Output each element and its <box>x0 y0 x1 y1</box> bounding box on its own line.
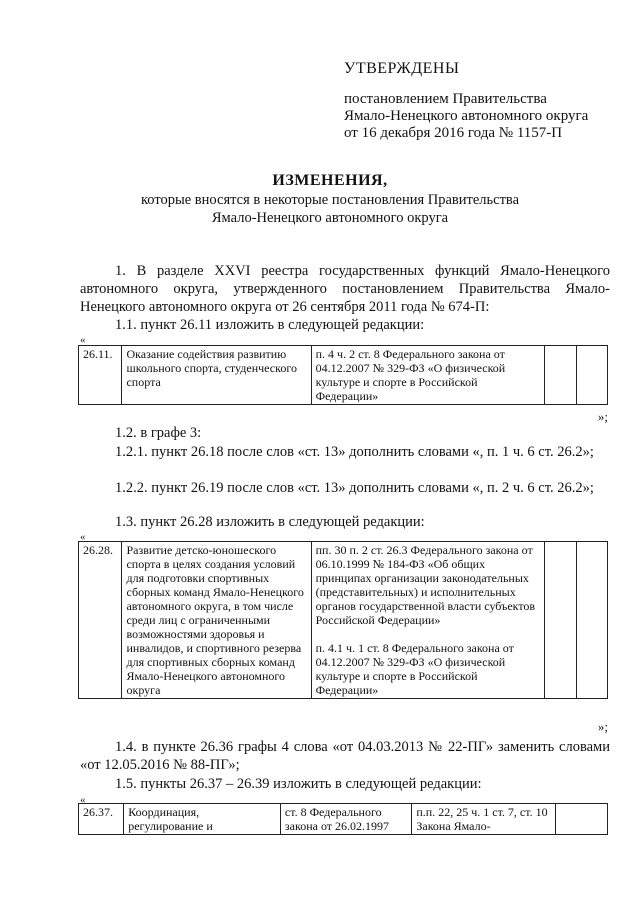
approval-line: Ямало-Ненецкого автономного округа <box>344 108 589 124</box>
cell-empty <box>545 346 576 405</box>
basis-text: п. 4.1 ч. 1 ст. 8 Федерального закона от 04.12.2007 № 329-ФЗ «О физической культуре и спорте в Российской Федерации» <box>315 641 514 697</box>
cell-name: Оказание содействия развитию школьного спорта, студенческого спорта <box>122 346 311 405</box>
cell-name: Развитие детско-юношеского спорта в целях создания условий для подготовки спортивных сборных команд Ямало-Ненецкого автономного округа, в том числе среди лиц с ограниченными возможностями здоровья и инвалидов, и спортивного резерва для спортивных сборных команд Ямало-Ненецкого автономного округа <box>122 542 311 699</box>
cell-empty <box>576 542 607 699</box>
paragraph-1-5: 1.5. пункты 26.37 – 26.39 изложить в следующей редакции: <box>115 776 482 792</box>
title-line: которые вносятся в некоторые постановления Правительства <box>140 192 520 208</box>
approval-block <box>344 60 634 142</box>
cell-name: Координация, регулирование и <box>124 804 281 835</box>
cell-basis-2: п.п. 22, 25 ч. 1 ст. 7, ст. 10 Закона Ямало- <box>412 804 556 835</box>
paragraph-1-3: 1.3. пункт 26.28 изложить в следующей редакции: <box>115 514 425 530</box>
approval-heading: УТВЕРЖДЕНЫ <box>344 60 460 77</box>
cell-basis: ст. 8 Федерального закона от 26.02.1997 <box>280 804 411 835</box>
approval-line: от 16 декабря 2016 года № 1157-П <box>344 125 563 141</box>
close-quote: »; <box>597 719 608 734</box>
open-quote: « <box>80 334 86 346</box>
paragraph-1-1: 1.1. пункт 26.11 изложить в следующей редакции: <box>115 317 425 333</box>
title-main: ИЗМЕНЕНИЯ, <box>272 172 388 189</box>
table-row <box>79 804 608 835</box>
basis-text: пп. 30 п. 2 ст. 26.3 Федерального закона от 06.10.1999 № 184-ФЗ «Об общих принципах организации законодательных (представительных) и исполнительных органов государственной власти субъектов Российской Федерации» <box>315 543 536 627</box>
paragraph-1-2: 1.2. в графе 3: <box>115 425 202 441</box>
document-title <box>60 172 600 227</box>
table-row <box>79 346 608 405</box>
cell-num: 26.37. <box>79 804 124 835</box>
approval-line: постановлением Правительства <box>344 91 547 107</box>
paragraph-1-2-1: 1.2.1. пункт 26.18 после слов «ст. 13» дополнить словами «, п. 1 ч. 6 ст. 26.2»; <box>115 444 594 460</box>
cell-empty <box>576 346 607 405</box>
cell-empty <box>545 542 576 699</box>
table-26-11 <box>78 345 608 405</box>
cell-empty <box>556 804 608 835</box>
cell-num: 26.28. <box>79 542 122 699</box>
title-line: Ямало-Ненецкого автономного округа <box>211 210 449 226</box>
cell-basis <box>311 542 545 699</box>
paragraph-1: 1. В разделе XXVI реестра государственных функций Ямало-Ненецкого автономного округа, утвержденного постановлением Правительства Ямало-Ненецкого автономного округа от 26 сентября 2011 года № 674-П: <box>80 263 610 315</box>
open-quote: « <box>80 794 86 806</box>
table-26-28 <box>78 541 608 699</box>
paragraph-1-2-2: 1.2.2. пункт 26.19 после слов «ст. 13» дополнить словами «, п. 2 ч. 6 ст. 26.2»; <box>115 480 594 496</box>
close-quote: »; <box>597 409 608 424</box>
cell-num: 26.11. <box>79 346 122 405</box>
cell-basis: п. 4 ч. 2 ст. 8 Федерального закона от 04.12.2007 № 329-ФЗ «О физической культуре и спорте в Российской Федерации» <box>311 346 545 405</box>
table-row <box>79 542 608 699</box>
open-quote: « <box>80 531 86 543</box>
table-26-37 <box>78 803 608 835</box>
paragraph-1-4: 1.4. в пункте 26.36 графы 4 слова «от 04.03.2013 № 22-ПГ» заменить словами «от 12.05.2016 № 88-ПГ»; <box>80 739 610 773</box>
